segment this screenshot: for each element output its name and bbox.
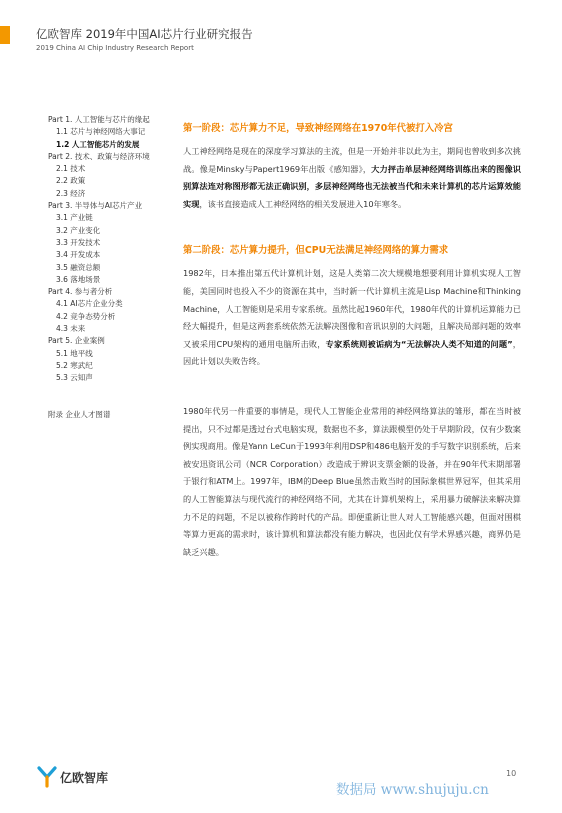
toc-item[interactable]: 5.2 寒武纪 bbox=[56, 360, 93, 370]
toc-item[interactable]: 2.3 经济 bbox=[56, 188, 86, 198]
section-2-text-a: 1982年，日本推出第五代计算机计划，这是人类第二次大规模地想要利用计算机实现人工智能，美国同时也投入不少的资源在其中，当时新一代计算机主流是Lisp Machine和Thinking Machine，人工智能则是采用专家系统。虽然比起1960年代，1980年代的计算机运算能力已经大幅提升，但是这两套系统依然无法解决图像和音讯识别的大问题，且解决局部问题的效率又被采用CPU架构的通用电脑所击败， bbox=[183, 268, 521, 349]
section-1-text-c: ，该书直接造成人工神经网络的相关发展进入10年寒冬。 bbox=[199, 198, 407, 209]
footer-logo bbox=[37, 766, 108, 788]
watermark-text: 数据局 www.shujuju.cn bbox=[336, 782, 489, 798]
yiou-logo-icon bbox=[37, 766, 57, 788]
toc-item[interactable]: Part 2. 技术、政策与经济环境 bbox=[48, 151, 150, 161]
report-title: 亿欧智库 2019年中国AI芯片行业研究报告 bbox=[36, 27, 253, 41]
section-2-text-c: ，因此计划以失败告终。 bbox=[183, 338, 521, 367]
table-of-contents bbox=[48, 114, 170, 421]
toc-appendix[interactable]: 附录 企业人才图谱 bbox=[48, 409, 111, 419]
toc-item[interactable]: 3.4 开发成本 bbox=[56, 250, 101, 260]
toc-item[interactable]: 3.6 落地场景 bbox=[56, 274, 101, 284]
toc-item[interactable]: 3.3 开发技术 bbox=[56, 237, 101, 247]
section-heading-1: 第一阶段：芯片算力不足，导致神经网络在1970年代被打入冷宫 bbox=[183, 123, 453, 134]
section-1-bold: 大力抨击单层神经网络训练出来的图像识别算法连对称图形都无法正确识别，多层神经网络也无法被当代和未来计算机的芯片运算效能实现 bbox=[183, 163, 521, 209]
toc-item[interactable]: Part 5. 企业案例 bbox=[48, 336, 105, 346]
section-heading-2: 第二阶段：芯片算力提升，但CPU无法满足神经网络的算力需求 bbox=[183, 245, 449, 257]
toc-item[interactable]: 1.1 芯片与神经网络大事记 bbox=[56, 127, 146, 137]
section-3-paragraph bbox=[183, 403, 521, 561]
section-2-paragraph bbox=[183, 265, 521, 371]
toc-item[interactable]: Part 4. 参与者分析 bbox=[48, 287, 113, 297]
report-subtitle: 2019 China AI Chip Industry Research Report bbox=[36, 44, 194, 52]
header-accent-bar bbox=[0, 26, 10, 44]
toc-item[interactable]: 1.2 人工智能芯片的发展 bbox=[56, 139, 140, 149]
logo-text: 亿欧智库 bbox=[60, 770, 109, 785]
toc-item[interactable]: 3.5 融资总额 bbox=[56, 262, 101, 272]
toc-list bbox=[48, 114, 170, 385]
toc-item[interactable]: 2.2 政策 bbox=[56, 176, 86, 186]
toc-item[interactable]: 5.1 地平线 bbox=[56, 348, 93, 358]
section-1-paragraph bbox=[183, 143, 521, 213]
toc-item[interactable]: Part 3. 半导体与AI芯片产业 bbox=[48, 201, 143, 211]
toc-item[interactable]: 4.3 未来 bbox=[56, 324, 86, 334]
toc-item[interactable]: 5.3 云知声 bbox=[56, 373, 93, 383]
toc-item[interactable]: 3.1 产业链 bbox=[56, 213, 93, 223]
section-2-bold: 专家系统则被诟病为“无法解决人类不知道的问题” bbox=[325, 338, 513, 349]
toc-item[interactable]: 3.2 产业变化 bbox=[56, 225, 101, 235]
toc-item[interactable]: 4.1 AI芯片企业分类 bbox=[56, 299, 123, 309]
page-number: 10 bbox=[506, 769, 517, 778]
toc-item[interactable]: Part 1. 人工智能与芯片的缘起 bbox=[48, 115, 150, 124]
section-1-text-a: 人工神经网络是现在的深度学习算法的主流，但是一开始并非以此为主，期间也曾收到多次挑战。像是Minsky与Papert1969年出版《感知器》， bbox=[183, 146, 521, 174]
main-content bbox=[183, 121, 521, 561]
toc-item[interactable]: 4.2 竞争态势分析 bbox=[56, 311, 116, 321]
toc-item[interactable]: 2.1 技术 bbox=[56, 164, 86, 174]
section-3-text: 1980年代另一件重要的事情是，现代人工智能企业常用的神经网络算法的雏形，都在当时被提出，只不过都是透过台式电脑实现，数据也不多，算法跟模型仍处于早期阶段，仅有少数案例实现商用。像是Yann LeCun于1993年利用DSP和486电脑开发的手写数字识别系统，后来被安迅资讯公司（NCR Corporation）改造成于辨识支票金额的设备，并在90年代末期部署于银行和ATM上。1997年，IBM的Deep Blue虽然击败当时的国际象棋世界冠军，但其采用的人工智能算法与现代流行的神经网络不同，尤其在计算机架构上，采用暴力破解法来解决算力不足的问题，不足以被称作跨时代的产品。即便重新让世人对人工智能感兴趣，但面对围棋等算力更高的需求时，该计算机和算法都没有能力解决，也因此仅有学术界感兴趣，商界仍是缺乏兴趣。 bbox=[183, 405, 521, 557]
